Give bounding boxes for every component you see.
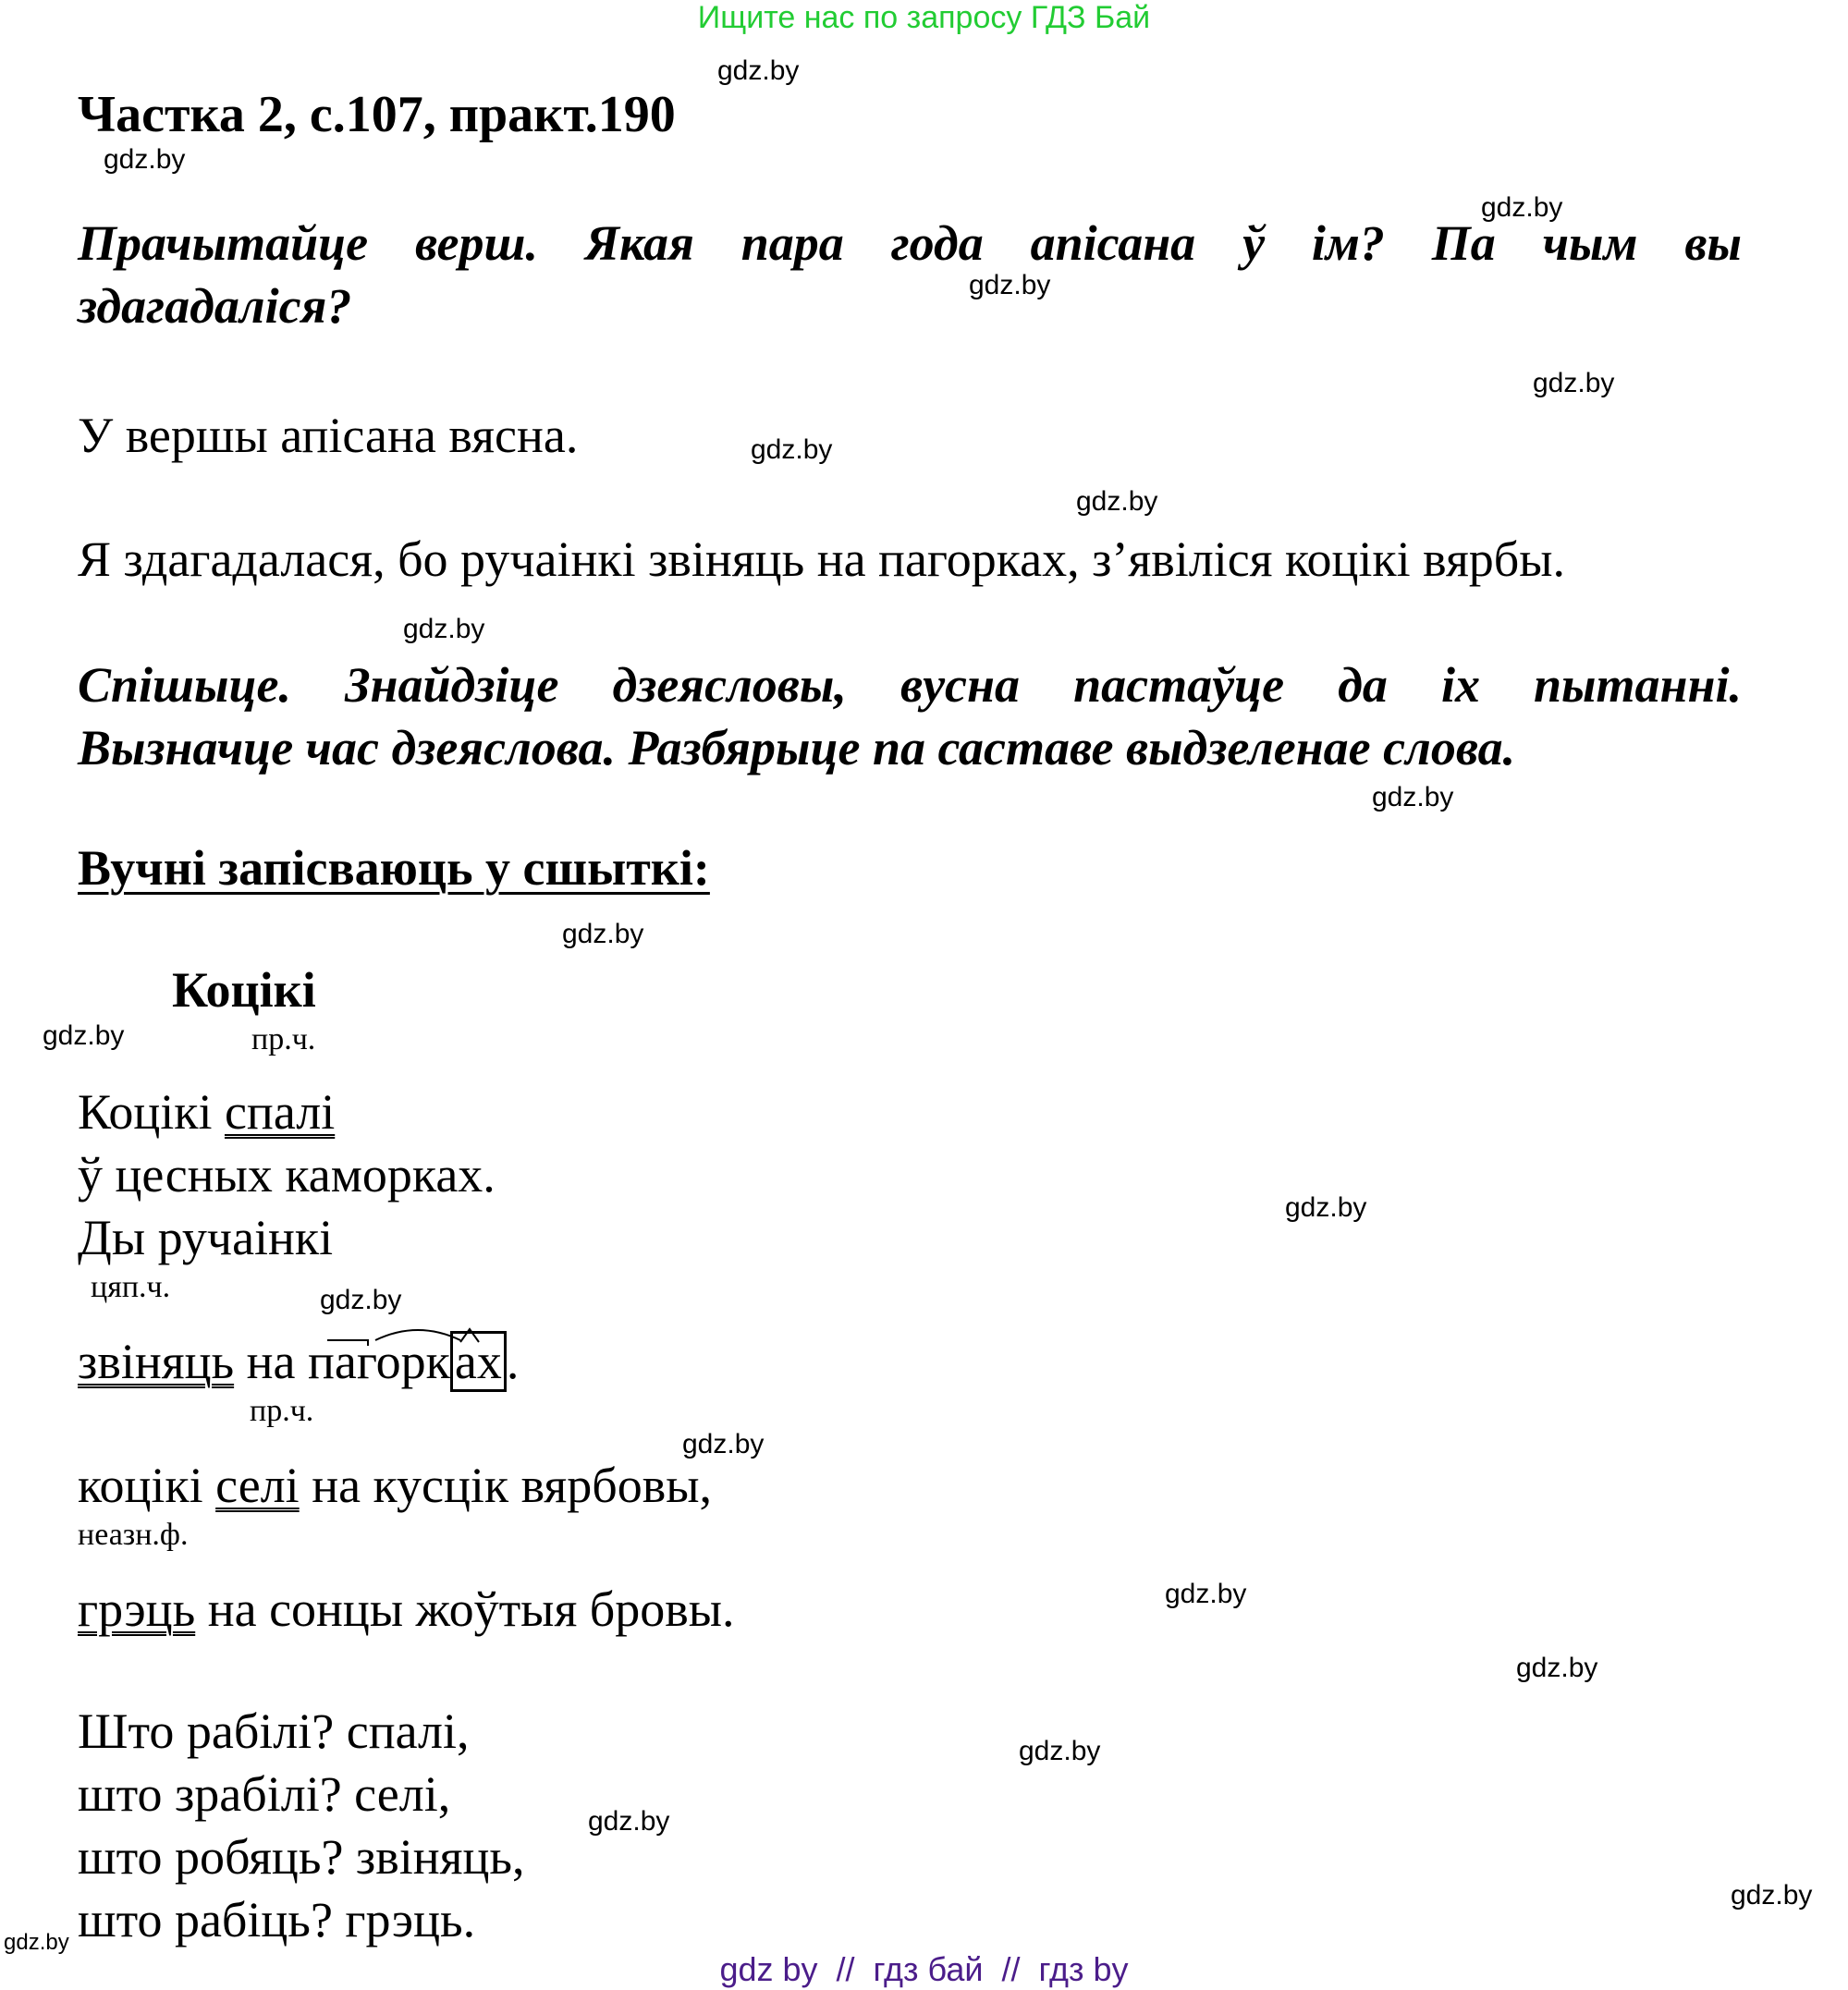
poem-title: Коцікі — [172, 962, 316, 1018]
poem-line-4-end: . — [506, 1334, 520, 1389]
question-line-2: што зрабілі? селі, — [78, 1766, 451, 1822]
morpheme-marks — [324, 1320, 490, 1348]
task-1-line-1: Прачытайце верш. Якая пара года апісана ў ім? Па чым вы — [78, 215, 1742, 271]
answer-2: Я здагадалася, бо ручаінкі звіняць на пагорках, з’явіліся коцікі вярбы. — [78, 531, 1566, 587]
answer-1: У вершы апісана вясна. — [78, 408, 579, 463]
watermark: gdz.by — [1533, 368, 1615, 398]
poem-line-5-start: коцікі — [78, 1458, 216, 1513]
poem-line-3-note: цяп.ч. — [91, 1270, 171, 1304]
watermark: gdz.by — [320, 1285, 402, 1315]
poem-line-5-end: на кусцік вярбовы, — [299, 1458, 713, 1513]
copy-heading: Вучні запісваюць у сшыткі: — [78, 840, 710, 896]
task-1-line-2: здагадаліся? — [78, 278, 352, 334]
watermark: gdz.by — [43, 1020, 125, 1051]
watermark: gdz.by — [1076, 486, 1158, 517]
poem-verb-spali: спалі — [224, 1084, 336, 1140]
question-line-1: Што рабілі? спалі, — [78, 1703, 470, 1759]
watermark: gdz.by — [104, 144, 186, 175]
poem-line-6-end: на сонцы жоўтыя бровы. — [195, 1581, 735, 1637]
poem-line-5 — [78, 1457, 712, 1514]
root-mark — [375, 1330, 460, 1340]
watermark: gdz.by — [4, 1930, 69, 1955]
poem-word-pagorkakh-root: пагорк — [307, 1334, 450, 1389]
watermark: gdz.by — [1165, 1579, 1247, 1609]
page-title: Частка 2, с.107, практ.190 — [78, 86, 676, 143]
task-2-line-1: Спішыце. Знайдзіце дзеясловы, вусна пастаўце да іх пытанні. — [78, 657, 1742, 713]
poem-line-3: Ды ручаінкі — [78, 1210, 334, 1265]
watermark: gdz.by — [562, 919, 644, 949]
task-2-line-2: Вызначце час дзеяслова. Разбярыце па саставе выдзеленае слова. — [78, 720, 1516, 775]
watermark: gdz.by — [1372, 782, 1454, 812]
poem-line-4-mid: на — [234, 1334, 308, 1389]
watermark: gdz.by — [682, 1429, 765, 1459]
question-line-3: што робяць? звіняць, — [78, 1829, 525, 1885]
question-line-4: што рабіць? грэць. — [78, 1892, 476, 1947]
poem-line-4-note: пр.ч. — [250, 1394, 314, 1428]
watermark: gdz.by — [717, 55, 800, 86]
watermark: gdz.by — [1019, 1736, 1101, 1766]
prefix-mark — [327, 1340, 368, 1346]
poem-line-1 — [78, 1083, 335, 1141]
watermark: gdz.by — [969, 270, 1051, 300]
poem-line-2: ў цесных каморках. — [78, 1147, 496, 1203]
watermark: gdz.by — [1731, 1880, 1813, 1911]
watermark: gdz.by — [403, 614, 485, 644]
watermark: gdz.by — [588, 1806, 670, 1837]
footer-links[interactable]: gdz by // гдз бай // гдз by — [719, 1950, 1129, 1988]
poem-verb-zviniats: звіняць — [78, 1334, 235, 1389]
watermark: gdz.by — [1481, 192, 1563, 223]
watermark: gdz.by — [751, 434, 833, 465]
poem-word-ending-box: ах — [450, 1331, 507, 1392]
top-banner: Ищите нас по запросу ГДЗ Бай — [697, 0, 1151, 35]
poem-verb-hrets: грэць — [78, 1581, 196, 1637]
poem-verb-seli: селі — [215, 1458, 300, 1513]
poem-line-6 — [78, 1581, 735, 1638]
poem-title-note: пр.ч. — [251, 1022, 316, 1056]
watermark: gdz.by — [1516, 1653, 1598, 1683]
poem-line-5-note: неазн.ф. — [78, 1518, 189, 1552]
poem-line-1-start: Коцікі — [78, 1084, 225, 1140]
suffix-mark — [460, 1329, 479, 1342]
watermark: gdz.by — [1285, 1192, 1367, 1223]
